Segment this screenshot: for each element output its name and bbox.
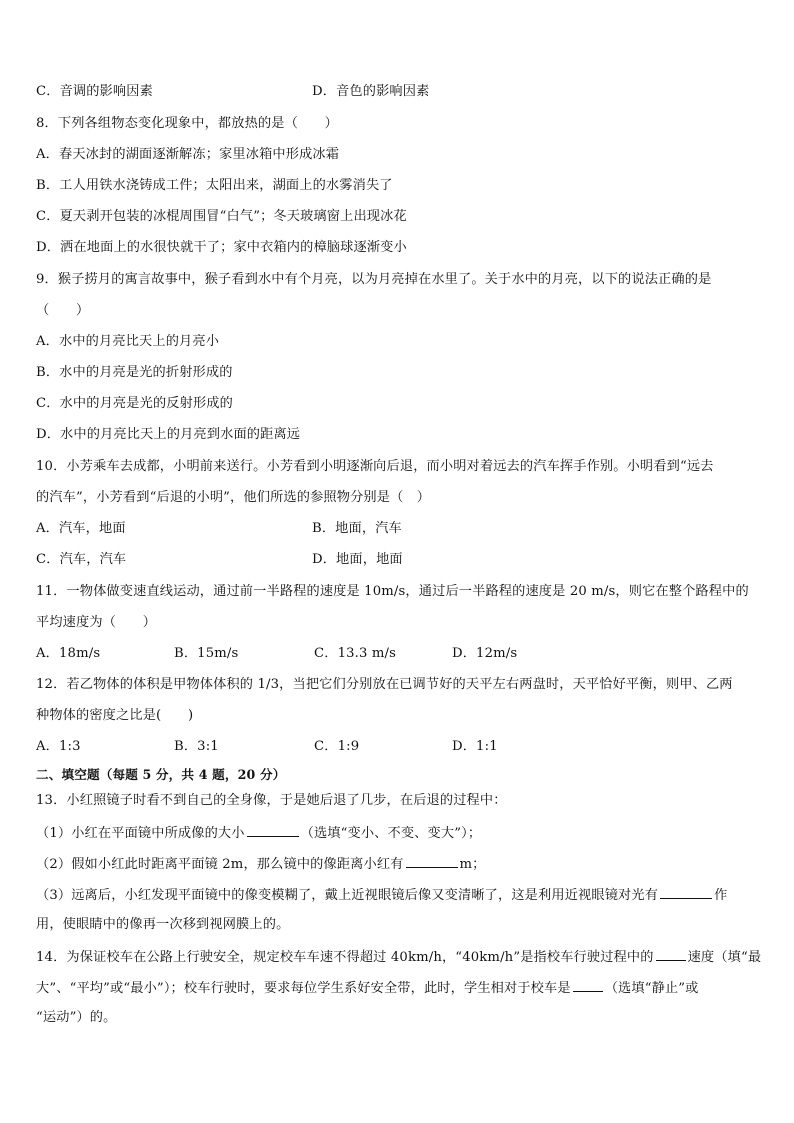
q8-option-c: C．夏天剥开包装的冰棍周围冒“白气”；冬天玻璃窗上出现冰花 — [36, 209, 407, 224]
q10-option-a: A．汽车，地面 — [36, 521, 126, 536]
q12-option-c: C．1:9 — [314, 739, 360, 754]
q13-part1-answer-blank[interactable] — [247, 823, 299, 837]
q8-option-a: A．春天冰封的湖面逐渐解冻；家里冰箱中形成冰霜 — [36, 147, 340, 162]
section-heading-fill-in: 二、填空题（每题 5 分，共 4 题，20 分） — [36, 767, 286, 782]
q13-part3-text-after: 作 — [714, 888, 728, 903]
q12-stem-line2: 种物体的密度之比是( ) — [36, 708, 194, 723]
q13-part2-answer-blank[interactable] — [406, 854, 458, 868]
q9-option-c: C．水中的月亮是光的反射形成的 — [36, 396, 233, 411]
q8-stem: 8．下列各组物态变化现象中，都放热的是（ ） — [36, 116, 338, 131]
q14-line2 — [36, 978, 760, 997]
q14-line2-text-after: （选填“静止”或 — [604, 981, 699, 996]
q14-line2-text-before: 大”、“平均”或“最小”）；校车行驶时，要求每位学生系好安全带，此时，学生相对于校车是 — [36, 981, 571, 996]
q12-option-d: D．1:1 — [452, 739, 498, 754]
q13-part3-continued: 用，使眼睛中的像再一次移到视网膜上的。 — [36, 917, 290, 932]
q12-option-a: A．1:3 — [36, 739, 81, 754]
q13-part3 — [36, 885, 760, 904]
q7-option-d: D．音色的影响因素 — [312, 84, 430, 99]
q11-option-c: C．13.3 m/s — [314, 646, 397, 661]
q14-answer-blank-2[interactable] — [573, 978, 603, 992]
q7-option-c: C．音调的影响因素 — [36, 84, 153, 99]
q13-part2-text-before: （2）假如小红此时距离平面镜 2m，那么镜中的像距离小红有 — [36, 857, 404, 872]
q11-stem-line1: 11．一物体做变速直线运动，通过前一半路程的速度是 10m/s，通过后一半路程的速度是 20 m/s，则它在整个路程中的 — [36, 584, 749, 599]
q11-option-b: B．15m/s — [174, 646, 239, 661]
q14-line3: “运动”）的。 — [36, 1010, 117, 1025]
q13-part3-text-before: （3）远离后，小红发现平面镜中的像变模糊了，戴上近视眼镜后像又变清晰了，这是利用近视眼镜对光有 — [36, 888, 659, 903]
q13-stem: 13．小红照镜子时看不到自己的全身像，于是她后退了几步，在后退的过程中： — [36, 793, 507, 808]
q10-option-d: D．地面，地面 — [312, 552, 403, 567]
q10-option-b: B．地面，汽车 — [312, 521, 402, 536]
q10-option-c: C．汽车，汽车 — [36, 552, 127, 567]
q13-part2-text-after: m； — [459, 857, 486, 872]
q10-stem-line1: 10．小芳乘车去成都，小明前来送行。小芳看到小明逐渐向后退，而小明对着远去的汽车挥手作别。小明看到“远去 — [36, 459, 714, 474]
q11-stem-line2: 平均速度为（ ） — [36, 615, 157, 630]
q14-line1-text-before: 14．为保证校车在公路上行驶安全，规定校车车速不得超过 40km/h，“40km/h”是指校车行驶过程中的 — [36, 950, 654, 965]
q9-stem-line1: 9．猴子捞月的寓言故事中，猴子看到水中有个月亮，以为月亮掉在水里了。关于水中的月亮，以下的说法正确的是 — [36, 272, 712, 287]
q13-part1 — [36, 823, 760, 842]
q11-option-d: D．12m/s — [452, 646, 518, 661]
q9-option-a: A．水中的月亮比天上的月亮小 — [36, 334, 220, 349]
q11-option-a: A．18m/s — [36, 646, 101, 661]
q13-part1-text-after: （选填“变小、不变、变大”）； — [300, 826, 482, 841]
q14-line1 — [36, 947, 760, 966]
q13-part1-text-before: （1）小红在平面镜中所成像的大小 — [36, 826, 245, 841]
q13-part2 — [36, 854, 760, 873]
q9-option-b: B．水中的月亮是光的折射形成的 — [36, 365, 233, 380]
q13-part3-answer-blank[interactable] — [660, 885, 712, 899]
q14-answer-blank-1[interactable] — [656, 947, 686, 961]
q12-option-b: B．3:1 — [174, 739, 219, 754]
q8-option-b: B．工人用铁水浇铸成工件；太阳出来，湖面上的水雾消失了 — [36, 178, 393, 193]
q9-stem-line2: （ ） — [36, 303, 90, 318]
q9-option-d: D．水中的月亮比天上的月亮到水面的距离远 — [36, 427, 301, 442]
q12-stem-line1: 12．若乙物体的体积是甲物体体积的 1/3，当把它们分别放在已调节好的天平左右两盘时，天平恰好平衡，则甲、乙两 — [36, 677, 733, 692]
q8-option-d: D．洒在地面上的水很快就干了；家中衣箱内的樟脑球逐渐变小 — [36, 240, 407, 255]
q14-line1-text-after: 速度（填“最 — [687, 950, 762, 965]
q10-stem-line2: 的汽车”，小芳看到“后退的小明”，他们所选的参照物分别是（ ） — [36, 490, 431, 505]
